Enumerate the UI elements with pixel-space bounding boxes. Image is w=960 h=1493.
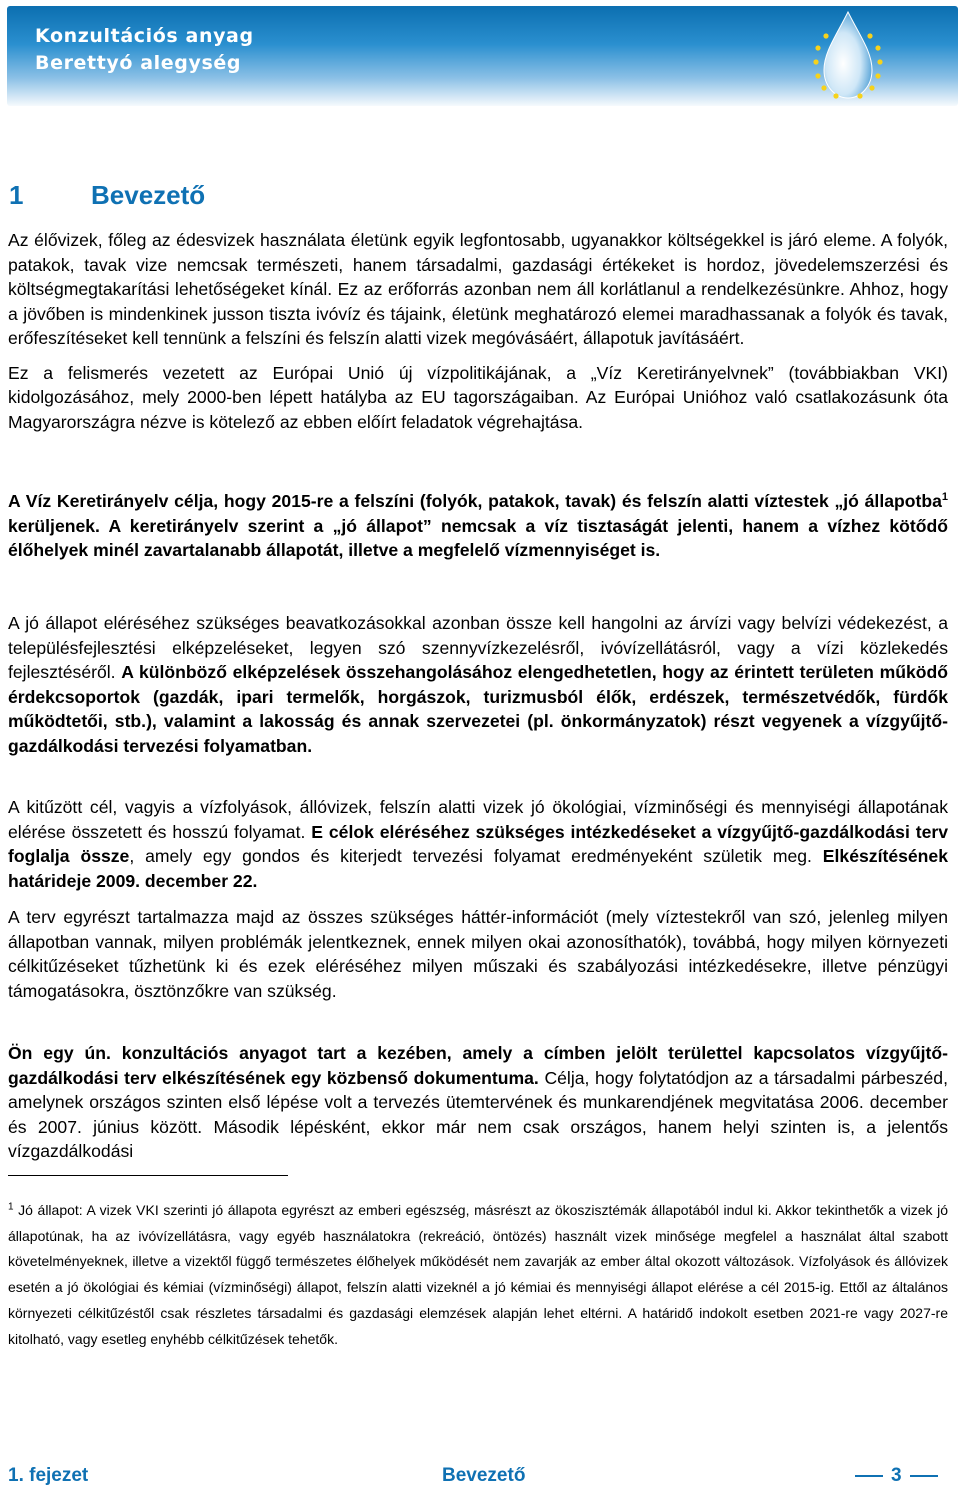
p5-part-c: , amely egy gondos és kiterjedt tervezési folyamat eredményeként születik meg. (129, 846, 823, 866)
p3-part-a: A Víz Keretirányelv célja, hogy 2015-re a felszíni (folyók, patakok, tavak) és felszín alatti víztestek „jó állapotba (8, 491, 942, 511)
footer-page (855, 1465, 938, 1487)
section-heading (9, 180, 205, 211)
paragraph-6: A terv egyrészt tartalmazza majd az összes szükséges háttér-információt (mely víztestekről van szó, jelenleg milyen állapotban vannak, milyen problémák jelentkeznek, ennek milyen okai azonosíthatók), továbbá, hogy milyen környezeti célkitűzéseket tűzhetünk ki és ezek eléréséhez milyen műszaki és szabályozási intézkedésekre, illetve pénzügyi támogatásokra, ösztönzőkre van szükség. (8, 907, 948, 1001)
p5-part-b: E célok eléréséhez szükséges intézkedéseket a vízgyűjtő-gazdálkodási terv foglalja össze (8, 821, 949, 866)
section-title: Bevezető (91, 180, 206, 210)
p5-part-a: A kitűzött cél, vagyis a vízfolyások, állóvizek, felszín alatti vizek jó ökológiai, vízminőségi és mennyiségi állapotának elérése összetett és hosszú folyamat. (8, 797, 948, 842)
footnote-ref[interactable]: 1 (941, 491, 948, 504)
section-number: 1 (9, 180, 24, 210)
header-title: Konzultációs anyag (35, 25, 254, 47)
footnote-mark: 1 (8, 1201, 14, 1213)
p5-part-d: Elkészítésének határideje 2009. december 22. (8, 846, 948, 891)
footer-dash-right (910, 1475, 938, 1477)
footer-title: Bevezető (442, 1465, 526, 1486)
paragraph-1: Az élővizek, főleg az édesvizek használata életünk egyik legfontosabb, ugyanakkor költségekkel is járó eleme. A folyók, patakok, tavak vize nemcsak természeti, hanem társadalmi, gazdasági értékeket is hordoz, jövedelemszerzési és költségmegtakarítási lehetőségeket kínál. Ez az erőforrás azonban nem áll korlátlanul a rendelkezésünkre. Ahhoz, hogy a jövőben is mindenkinek jusson tiszta ivóvíz és tájaink, életünk meghatározó elemei maradhassanak a folyók és tavak, erőfeszítéseket kell tennünk a felszíni és felszín alatti vizek megóvásáért, állapotuk javításáért. (8, 230, 948, 348)
p4-part-b: A különböző elképzelések összehangolásához elengedhetetlen, hogy az érintett területen működő érdekcsoportok (gazdák, ipari termelők, horgászok, turizmusból élők, erdészek, természetvédők, fürdők működtetői, stb.), valamint a lakosság és annak szervezetei (pl. önkormányzatok) részt vegyenek a vízgyűjtő-gazdálkodási tervezési folyamatban. (8, 662, 948, 756)
p7-part-b: Célja, hogy folytatódjon az a társadalmi párbeszéd, amelynek országos szinten első lépése volt a tervezés ütemtervének és munkarendjének megvitatása 2006. december és 2007. június között. Második lépésként, ekkor már nem csak országos, hanem helyi szinten is, a jelentős vízgazdálkodási (8, 1067, 948, 1161)
paragraph-5 (8, 795, 948, 893)
footnote-text: Jó állapot: A vizek VKI szerinti jó állapota egyrészt az emberi egészség, másrészt az ökoszisztémák állapotából indul ki. Akkor tekinthetők a vizek jó állapotúnak, ha az ivóvízellátásra, vagy egyéb használatokra (rekreáció, öntözés) használt vizek minősége megfelel a használat által szabott követelményeknek, illetve a vizektől függő természetes élőhelyek működését nem zavarják az ember által okozott változások. Vízfolyások és állóvizek esetén a jó ökológiai és kémiai (vízminőségi) állapot, felszín alatti vizeknél a jó kémiai és mennyiségi állapot elérése a cél 2015-ig. Ettől az általános környezeti célkitűzéstől csak részletes társadalmi és gazdasági elemzések alapján lehet eltérni. A határidő indokolt esetben 2021-re vagy 2027-re kitolható, vagy esetleg enyhébb célkitűzések tehetők. (8, 1202, 948, 1347)
p4-part-a: A jó állapot eléréséhez szükséges beavatkozásokkal azonban össze kell hangolni az árvízi vagy belvízi védekezést, a településfejlesztési elképzeléseket, legyen szó szennyvízkezelésről, ivóvízellátásról, vagy a vízi közlekedés fejlesztéséről. (8, 613, 948, 682)
p7-part-a: Ön egy ún. konzultációs anyagot tart a kezében, amely a címben jelölt területtel kapcsolatos vízgyűjtő-gazdálkodási terv elkészítésének egy közbenső dokumentuma. (8, 1043, 948, 1088)
footnote (8, 1198, 948, 1352)
body-text (8, 228, 948, 444)
p3-part-b: kerüljenek. A keretirányelv szerint a „jó állapot” nemcsak a víz tisztaságát jelenti, hanem a vízhez kötődő élőhelyek minél zavartalanabb állapotát, illetve a megfelelő vízmennyiséget is. (8, 515, 948, 560)
footer-chapter: 1. fejezet (8, 1465, 89, 1486)
paragraph-3 (8, 489, 948, 563)
paragraph-7 (8, 1041, 948, 1164)
footnote-divider (8, 1175, 288, 1176)
water-drop-logo-icon (808, 8, 888, 106)
header-subtitle: Berettyó alegység (35, 52, 242, 74)
paragraph-2: Ez a felismerés vezetett az Európai Unió új vízpolitikájának, a „Víz Keretirányelvnek” (továbbiakban VKI) kidolgozásához, mely 2000-ben lépett hatályba az EU tagországaiban. Az Európai Unióhoz való csatlakozásunk óta Magyarországra nézve is kötelező az ebben előírt feladatok végrehajtása. (8, 362, 948, 432)
footer-dash-left (855, 1475, 883, 1477)
paragraph-4 (8, 611, 948, 758)
page-number: 3 (891, 1465, 902, 1486)
